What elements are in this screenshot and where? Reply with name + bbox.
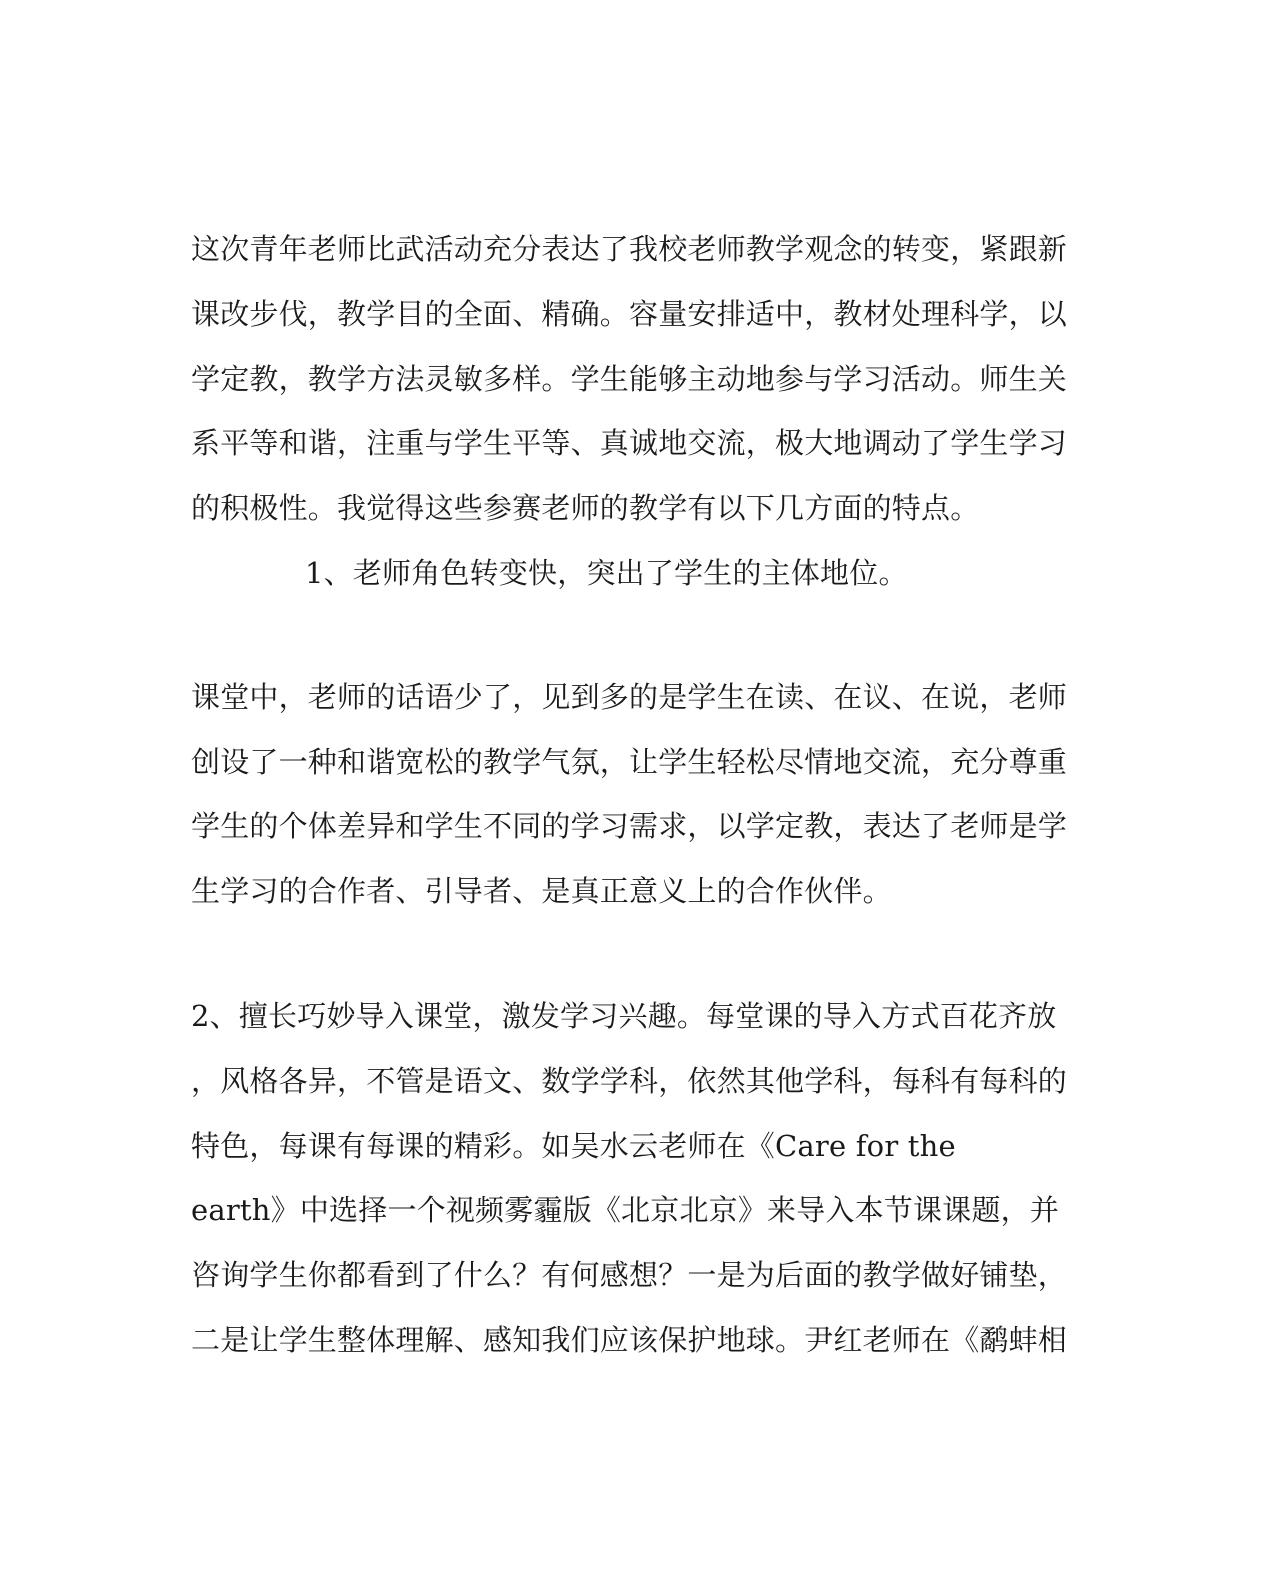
text-line: 1、老师角色转变快，突出了学生的主体地位。 [305,556,908,590]
text-line: 特色，每课有每课的精彩。如吴水云老师在《Care for the [191,1129,956,1163]
text-line: earth》中选择一个视频雾霾版《北京北京》来导入本节课课题，并 [191,1193,1060,1227]
text-line: 这次青年老师比武活动充分表达了我校老师教学观念的转变，紧跟新 [191,232,1068,266]
text-line: 学生的个体差异和学生不同的学习需求，以学定教，表达了老师是学 [191,809,1068,843]
text-line: 学定教，教学方法灵敏多样。学生能够主动地参与学习活动。师生关 [191,362,1068,396]
text-line: 系平等和谐，注重与学生平等、真诚地交流，极大地调动了学生学习 [191,426,1068,460]
text-line: 生学习的合作者、引导者、是真正意义上的合作伙伴。 [191,874,892,908]
text-line: 二是让学生整体理解、感知我们应该保护地球。尹红老师在《鹬蚌相 [191,1323,1068,1357]
text-line: 2、擅长巧妙导入课堂，激发学习兴趣。每堂课的导入方式百花齐放 [191,999,1057,1033]
text-line: 的积极性。我觉得这些参赛老师的教学有以下几方面的特点。 [191,491,980,525]
text-line: 咨询学生你都看到了什么？有何感想？一是为后面的教学做好铺垫， [191,1258,1068,1292]
text-line: ，风格各异，不管是语文、数学学科，依然其他学科，每科有每科的 [191,1064,1068,1098]
text-line: 创设了一种和谐宽松的教学气氛，让学生轻松尽情地交流，充分尊重 [191,745,1068,779]
text-line: 课改步伐，教学目的全面、精确。容量安排适中，教材处理科学，以 [191,297,1068,331]
text-line: 课堂中，老师的话语少了，见到多的是学生在读、在议、在说，老师 [191,680,1068,714]
